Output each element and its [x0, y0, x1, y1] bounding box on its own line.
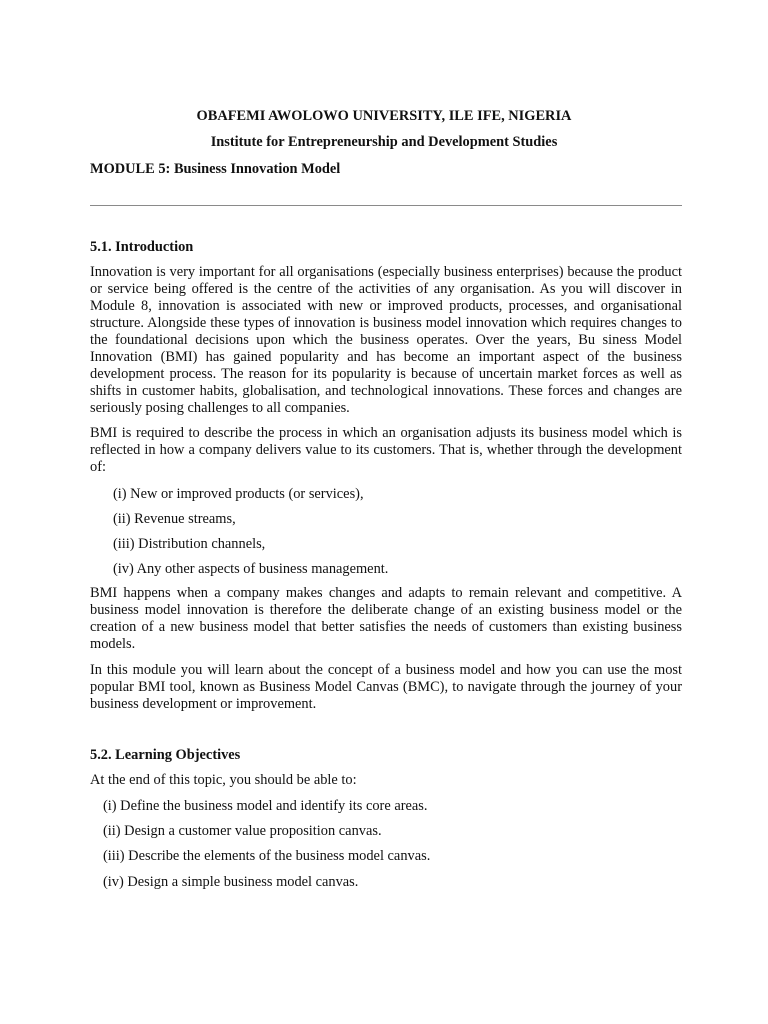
- intro-paragraph-4: In this module you will learn about the concept of a business model and how you can use the most popular BMI tool, known as Business Model Canvas (BMC), to navigate through the journey of your business development or improvement.: [90, 662, 682, 712]
- section-heading-learning-objectives: 5.2. Learning Objectives: [90, 747, 241, 763]
- header-divider: [90, 205, 682, 206]
- objective-item: (i) Define the business model and identify its core areas.: [103, 798, 428, 814]
- institute-title: Institute for Entrepreneurship and Development Studies: [210, 134, 558, 150]
- section-heading-introduction: 5.1. Introduction: [90, 239, 194, 255]
- objective-item: (iv) Design a simple business model canvas.: [103, 874, 359, 890]
- list-item: (iii) Distribution channels,: [113, 536, 266, 552]
- objective-item: (iii) Describe the elements of the business model canvas.: [103, 848, 431, 864]
- objective-item: (ii) Design a customer value proposition canvas.: [103, 823, 382, 839]
- list-item: (iv) Any other aspects of business management.: [113, 561, 389, 577]
- module-title: MODULE 5: Business Innovation Model: [90, 161, 341, 177]
- list-item: (ii) Revenue streams,: [113, 511, 236, 527]
- intro-paragraph-1: Innovation is very important for all organisations (especially business enterprises) because the product or service being offered is the centre of the activities of any organisation. As you will discover in Module 8, innovation is associated with new or improved products, processes, and organisational structure. Alongside these types of innovation is business model innovation which requires changes to the foundational decisions upon which the business operates. Over the years, Bu siness Model Innovation (BMI) has gained popularity and has become an important aspect of the business development process. The reason for its popularity is because of uncertain market forces as well as shifts in customer habits, globalisation, and technological innovations. These forces and changes are seriously posing challenges to all companies.: [90, 264, 682, 416]
- intro-paragraph-2: BMI is required to describe the process in which an organisation adjusts its business model which is reflected in how a company delivers value to its customers. That is, whether through the development of:: [90, 425, 682, 475]
- intro-paragraph-3: BMI happens when a company makes changes and adapts to remain relevant and competitive. A business model innovation is therefore the deliberate change of an existing business model or the creation of a new business model that better satisfies the needs of customers than existing business models.: [90, 585, 682, 652]
- university-title: OBAFEMI AWOLOWO UNIVERSITY, ILE IFE, NIGERIA: [196, 108, 572, 124]
- objectives-lead: At the end of this topic, you should be able to:: [90, 772, 357, 788]
- list-item: (i) New or improved products (or services),: [113, 486, 364, 502]
